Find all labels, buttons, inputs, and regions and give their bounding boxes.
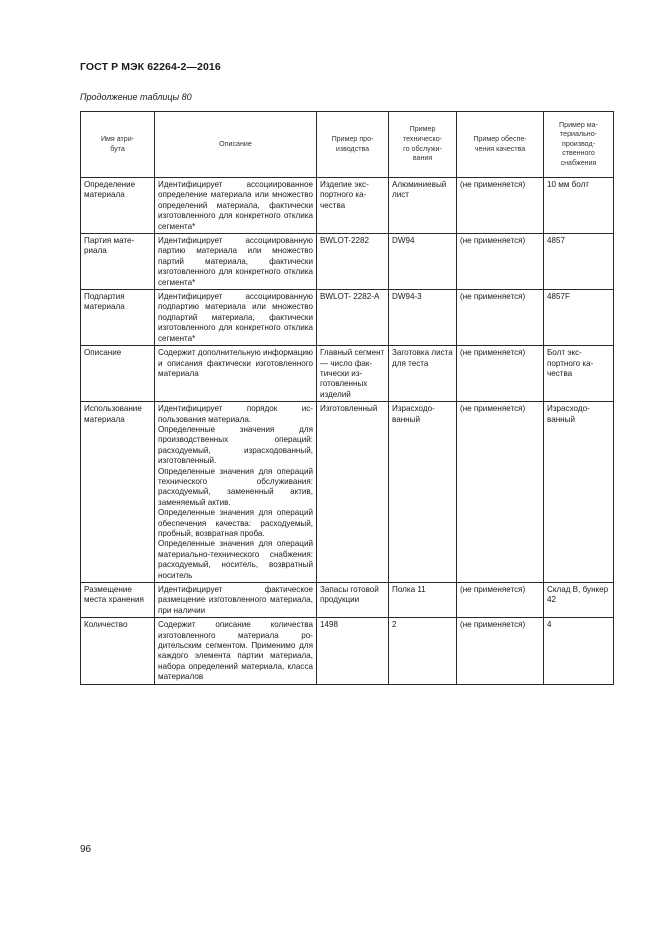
maintenance-example-cell: Алюминиевый лист	[389, 178, 457, 234]
attribute-name-cell: Количество	[81, 618, 155, 684]
quality-example-cell: (не применяется)	[457, 583, 544, 618]
maintenance-example-cell: 2	[389, 618, 457, 684]
quality-example-cell: (не применяется)	[457, 234, 544, 290]
column-header: Пример обеспе- чения качества	[457, 112, 544, 178]
inventory-example-cell: 10 мм болт	[544, 178, 614, 234]
table-row	[81, 234, 614, 290]
table-row	[81, 290, 614, 346]
table-row	[81, 178, 614, 234]
inventory-example-cell: Израсходованный	[544, 402, 614, 583]
inventory-example-cell: Болт экспортного качества	[544, 346, 614, 402]
inventory-example-cell: 4	[544, 618, 614, 684]
description-cell: Идентифицирует фактическое размещение изготовленного материала, при наличии	[155, 583, 317, 618]
table-body	[81, 178, 614, 685]
maintenance-example-cell: DW94-3	[389, 290, 457, 346]
inventory-example-cell: 4857	[544, 234, 614, 290]
column-header: Пример ма- териально- производ- ственного снабжения	[544, 112, 614, 178]
maintenance-example-cell: Заготовка листа для теста	[389, 346, 457, 402]
quality-example-cell: (не применяется)	[457, 178, 544, 234]
maintenance-example-cell: DW94	[389, 234, 457, 290]
column-header: Описание	[155, 112, 317, 178]
attribute-name-cell: Описание	[81, 346, 155, 402]
production-example-cell: Изделие экспортного качества	[317, 178, 389, 234]
attribute-table	[80, 111, 614, 685]
column-header: Пример про- изводства	[317, 112, 389, 178]
maintenance-example-cell: Полка 11	[389, 583, 457, 618]
description-cell: Идентифицирует ассоциированное определение материала или множество определений материала, фактически изготовленного для конкретного отклика сегмента*	[155, 178, 317, 234]
attribute-name-cell: Партия материала	[81, 234, 155, 290]
production-example-cell: Главный сегмент — число фактически изготовленных изделий	[317, 346, 389, 402]
attribute-name-cell: Размещение места хранения	[81, 583, 155, 618]
quality-example-cell: (не применяется)	[457, 618, 544, 684]
production-example-cell: 1498	[317, 618, 389, 684]
table-row	[81, 402, 614, 583]
description-cell: Содержит описание количества изготовленного материала родительским сегментом. Применимо для каждого элемента партии материала, набора определений материала, класса материалов	[155, 618, 317, 684]
description-cell: Идентифицирует ассоциированную партию материала или множество партий материала, фактически изготовленного для конкретного отклика сегмента*	[155, 234, 317, 290]
description-cell: Идентифицирует порядок использования материала. Определенные значения для производственных операций: расходуемый, израсходованный, изготовленный. Определенные значения для операций технического обслуживания: расходуемый, замененный актив, заменяемый актив. Определенные значения для операций обеспечения качества: расходуемый, пробный, возвратная проба. Определенные значения для операций материально-технического снабжения: расходуемый, носитель, возвратный носитель	[155, 402, 317, 583]
production-example-cell: Запасы готовой продукции	[317, 583, 389, 618]
table-row	[81, 583, 614, 618]
quality-example-cell: (не применяется)	[457, 346, 544, 402]
table-caption: Продолжение таблицы 80	[80, 92, 192, 102]
document-header: ГОСТ Р МЭК 62264-2—2016	[80, 61, 221, 73]
inventory-example-cell: Склад В, бункер 42	[544, 583, 614, 618]
production-example-cell: Изготовленный	[317, 402, 389, 583]
attribute-name-cell: Использование материала	[81, 402, 155, 583]
production-example-cell: BWLOT- 2282-A	[317, 290, 389, 346]
table-row	[81, 346, 614, 402]
table-row	[81, 618, 614, 684]
page-number: 96	[80, 844, 92, 855]
description-cell: Содержит дополнительную информацию и описания фактически изготовленного материала	[155, 346, 317, 402]
description-cell: Идентифицирует ассоциированную подпартию материала или множество подпартий материала, фактически изготовленного для конкретного отклика сегмента*	[155, 290, 317, 346]
column-header: Имя атри- бута	[81, 112, 155, 178]
inventory-example-cell: 4857F	[544, 290, 614, 346]
attribute-name-cell: Определение материала	[81, 178, 155, 234]
maintenance-example-cell: Израсходованный	[389, 402, 457, 583]
production-example-cell: BWLOT-2282	[317, 234, 389, 290]
table-header-row	[81, 112, 614, 178]
quality-example-cell: (не применяется)	[457, 402, 544, 583]
quality-example-cell: (не применяется)	[457, 290, 544, 346]
attribute-name-cell: Подпартия материала	[81, 290, 155, 346]
column-header: Пример техническо- го обслужи- вания	[389, 112, 457, 178]
